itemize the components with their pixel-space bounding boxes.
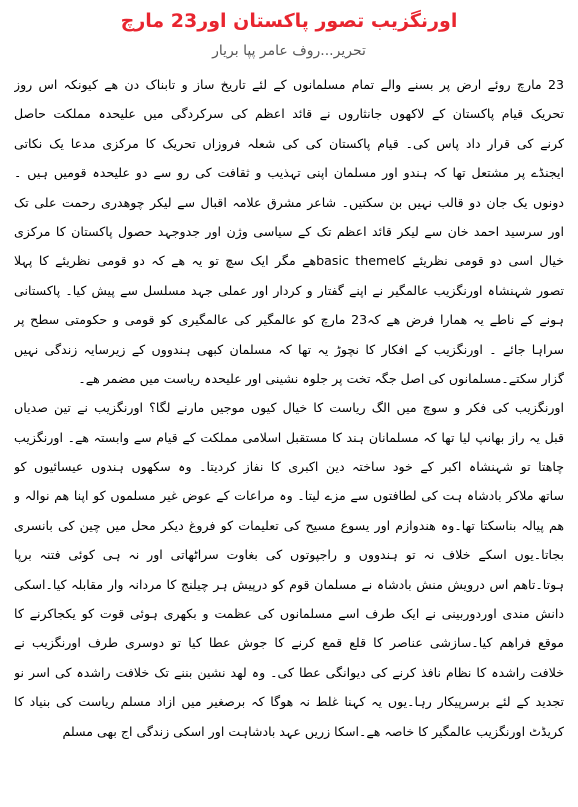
body-line: ہونے کے ناطے یہ ھمارا فرض ھے کہ23 مارچ کو عالمگیر کی عالمگیری کو قومی و حکومتی سطح پر xyxy=(14,312,564,328)
body-line: ساتھ ملاکر بادشاہ ہت کی لطافتوں سے مزے لیتا۔ وہ مراعات کے عوض غیر مسلموں کو اپنا ھم نوالہ و xyxy=(14,488,564,504)
article-byline: تحریر...روف عامر پپا بریار xyxy=(212,43,366,59)
body-line: دونوں یک جان دو قالب نہیں بن سکتیں۔ شاعر مشرق علامہ اقبال سے لیکر چوھدری رحمت علی تک xyxy=(14,194,564,210)
body-line: چاھتا تو شہنشاہ اکبر کے خود ساختہ دین اکبری کا نفاز کردیتا۔ وہ سکھوں ہندوں عیسائیوں کو xyxy=(14,459,564,475)
body-line: ہوتا۔تاھم اس درویش منش بادشاہ نے مسلمان قوم کو درپیش ہر چیلنج کا مردانہ وار مقابلہ کیا۔اسکی xyxy=(14,576,564,592)
body-line: کریڈٹ اورنگزیب عالمگیر کا خاصہ ھے۔اسکا زریں عہد بادشاہت اور اسکی زندگی اج بھی مسلم xyxy=(62,723,564,739)
body-line: ایجنڈے پر مشتعل تھا کہ ہندو اور مسلمان اپنی تہذیب و ثقافت کی رو سے دو علیحدہ قومیں ہیں ۔ xyxy=(14,165,564,181)
body-line: گزار سکتے۔مسلمانوں کی اصل جگہ تخت پر جلوہ نشینی اور علیحدہ ریاست میں مضمر ھے۔ xyxy=(78,370,564,386)
body-line: موقع فراھم کیا۔سازشی عناصر کا قلع قمع کرنے کا جوش عطا کیا تو دوسری طرف اورنگزیب نے xyxy=(14,635,564,651)
body-line: دانش مندی اوردوربینی نے ایک طرف اسے مسلمانوں کی عظمت و بکھری ہوئی قوت کو یکجاکرنے کا xyxy=(14,606,564,622)
body-line: ھم پیالہ بناسکتا تھا۔وہ ھندوازم اور یسوع مسیح کی تعلیمات کو فروغ دیکر محل میں چین کی بانسری xyxy=(14,517,564,533)
body-line: تجدید کے لئے برسرپیکار رہا۔یوں یہ کہنا غلط نہ ھوگا کہ برصغیر میں ازاد مسلم ریاست کی بنیاد کا xyxy=(14,694,564,710)
article-title: اورنگزیب تصور پاکستان اور23 مارچ xyxy=(120,10,458,32)
body-line: کرنے کی قرار داد پاس کی۔ قیام پاکستان کی کی شعلہ فروزاں تحریک کا مرکزی مدعا یک نکاتی xyxy=(14,135,564,151)
body-line: تحریک قیام پاکستان کے لاکھوں جانثاروں نے قائد اعظم کی سرکردگی میں علیحدہ مملکت حاصل xyxy=(14,106,564,122)
body-line: خیال اسی دو قومی نظریئے کاbasic themeھے مگر ایک سچ تو یہ ھے کہ دو قومی نظریئے کا پہلا xyxy=(14,253,564,269)
body-line: اورنگزیب کی فکر و سوچ میں الگ ریاست کا خیال کیوں موجیں مارنے لگا؟ اورنگزیب نے تین صدیاں xyxy=(14,400,564,416)
body-line: 23 مارچ روئے ارض پر بسنے والے تمام مسلمانوں کے لئے تاریخ ساز و تابناک دن ھے کیونکہ اس روز xyxy=(14,77,564,92)
body-line: بجاتا۔یوں اسکے خلاف نہ تو ہندووں و راجپوتوں کی بغاوت سراٹھاتی اور نہ ہی کوئی فتنہ برپا xyxy=(14,547,564,563)
article-body xyxy=(14,70,564,746)
body-line: تصور شہنشاہ اورنگزیب عالمگیر نے اپنے گفتار و کردار اور عملی جہد مسلسل سے پیش کیا۔ پاکستانی xyxy=(14,282,564,298)
body-line: قبل یہ راز بھانپ لیا تھا کہ مسلمانان ہند کا مستقبل اسلامی مملکت کے قیام سے وابستہ ھے۔ اورنگزیب xyxy=(14,429,564,445)
body-line: سراہا جائے ۔ اورنگزیب کے افکار کا نچوڑ یہ تھا کہ مسلمان کبھی ہندووں کے زیرسایہ زندگی نہیں xyxy=(14,341,564,357)
body-line: اور سرسید احمد خان سے لیکر قائد اعظم تک کے سیاسی وژن اور جدوجہد حصول پاکستان کا مرکزی xyxy=(14,223,564,239)
body-line: خلافت راشدہ کا نظام نافذ کرنے کی دیوانگی عطا کی۔ وہ لھد نشین بننے تک خلافت راشدہ کی اسر نو xyxy=(14,664,564,680)
